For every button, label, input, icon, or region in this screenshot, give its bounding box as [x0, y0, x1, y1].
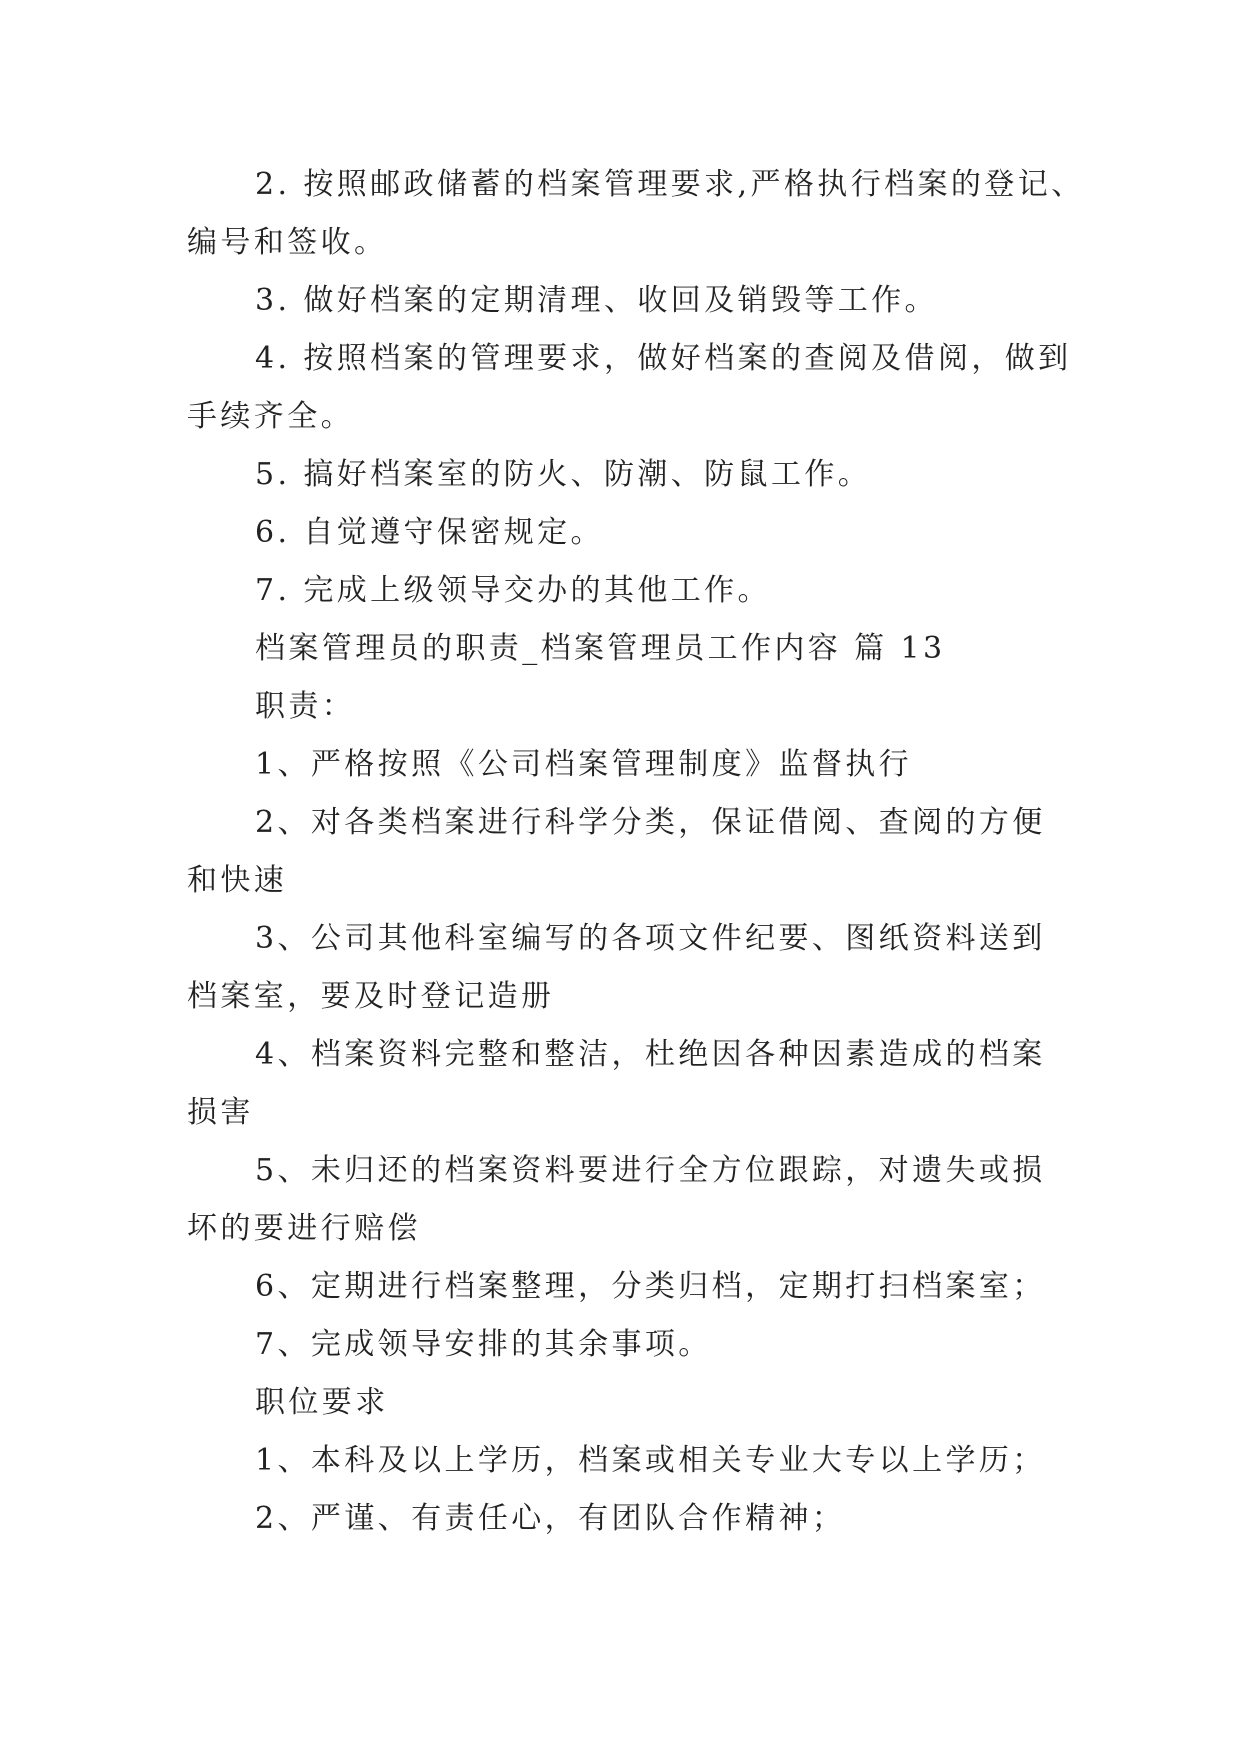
paragraph-line: 损害: [187, 1095, 254, 1130]
paragraph-line: 4. 按照档案的管理要求，做好档案的查阅及借阅，做到: [255, 341, 1072, 376]
subheading-duties: 职责：: [255, 689, 356, 724]
paragraph-line: 档案室，要及时登记造册: [187, 979, 555, 1014]
paragraph-line: 2、对各类档案进行科学分类，保证借阅、查阅的方便: [255, 805, 1046, 840]
paragraph-line: 2. 按照邮政储蓄的档案管理要求,严格执行档案的登记、: [255, 167, 1085, 202]
paragraph-line: 1、严格按照《公司档案管理制度》监督执行: [255, 747, 913, 782]
paragraph-line: 坏的要进行赔偿: [187, 1211, 421, 1246]
paragraph-line: 7. 完成上级领导交办的其他工作。: [255, 573, 771, 608]
paragraph-line: 1、本科及以上学历，档案或相关专业大专以上学历；: [255, 1443, 1046, 1478]
paragraph-line: 5、未归还的档案资料要进行全方位跟踪，对遗失或损: [255, 1153, 1046, 1188]
paragraph-line: 5. 搞好档案室的防火、防潮、防鼠工作。: [255, 457, 872, 492]
subheading-requirements: 职位要求: [255, 1385, 389, 1420]
paragraph-line: 3. 做好档案的定期清理、收回及销毁等工作。: [255, 283, 938, 318]
paragraph-line: 6、定期进行档案整理，分类归档，定期打扫档案室；: [255, 1269, 1046, 1304]
paragraph-line: 4、档案资料完整和整洁，杜绝因各种因素造成的档案: [255, 1037, 1046, 1072]
paragraph-line: 2、严谨、有责任心，有团队合作精神；: [255, 1501, 846, 1536]
paragraph-line: 和快速: [187, 863, 288, 898]
paragraph-line: 编号和签收。: [187, 225, 388, 260]
section-heading: 档案管理员的职责_档案管理员工作内容 篇 13: [255, 631, 946, 666]
paragraph-line: 6. 自觉遵守保密规定。: [255, 515, 604, 550]
paragraph-line: 手续齐全。: [187, 399, 354, 434]
paragraph-line: 3、公司其他科室编写的各项文件纪要、图纸资料送到: [255, 921, 1046, 956]
paragraph-line: 7、完成领导安排的其余事项。: [255, 1327, 712, 1362]
